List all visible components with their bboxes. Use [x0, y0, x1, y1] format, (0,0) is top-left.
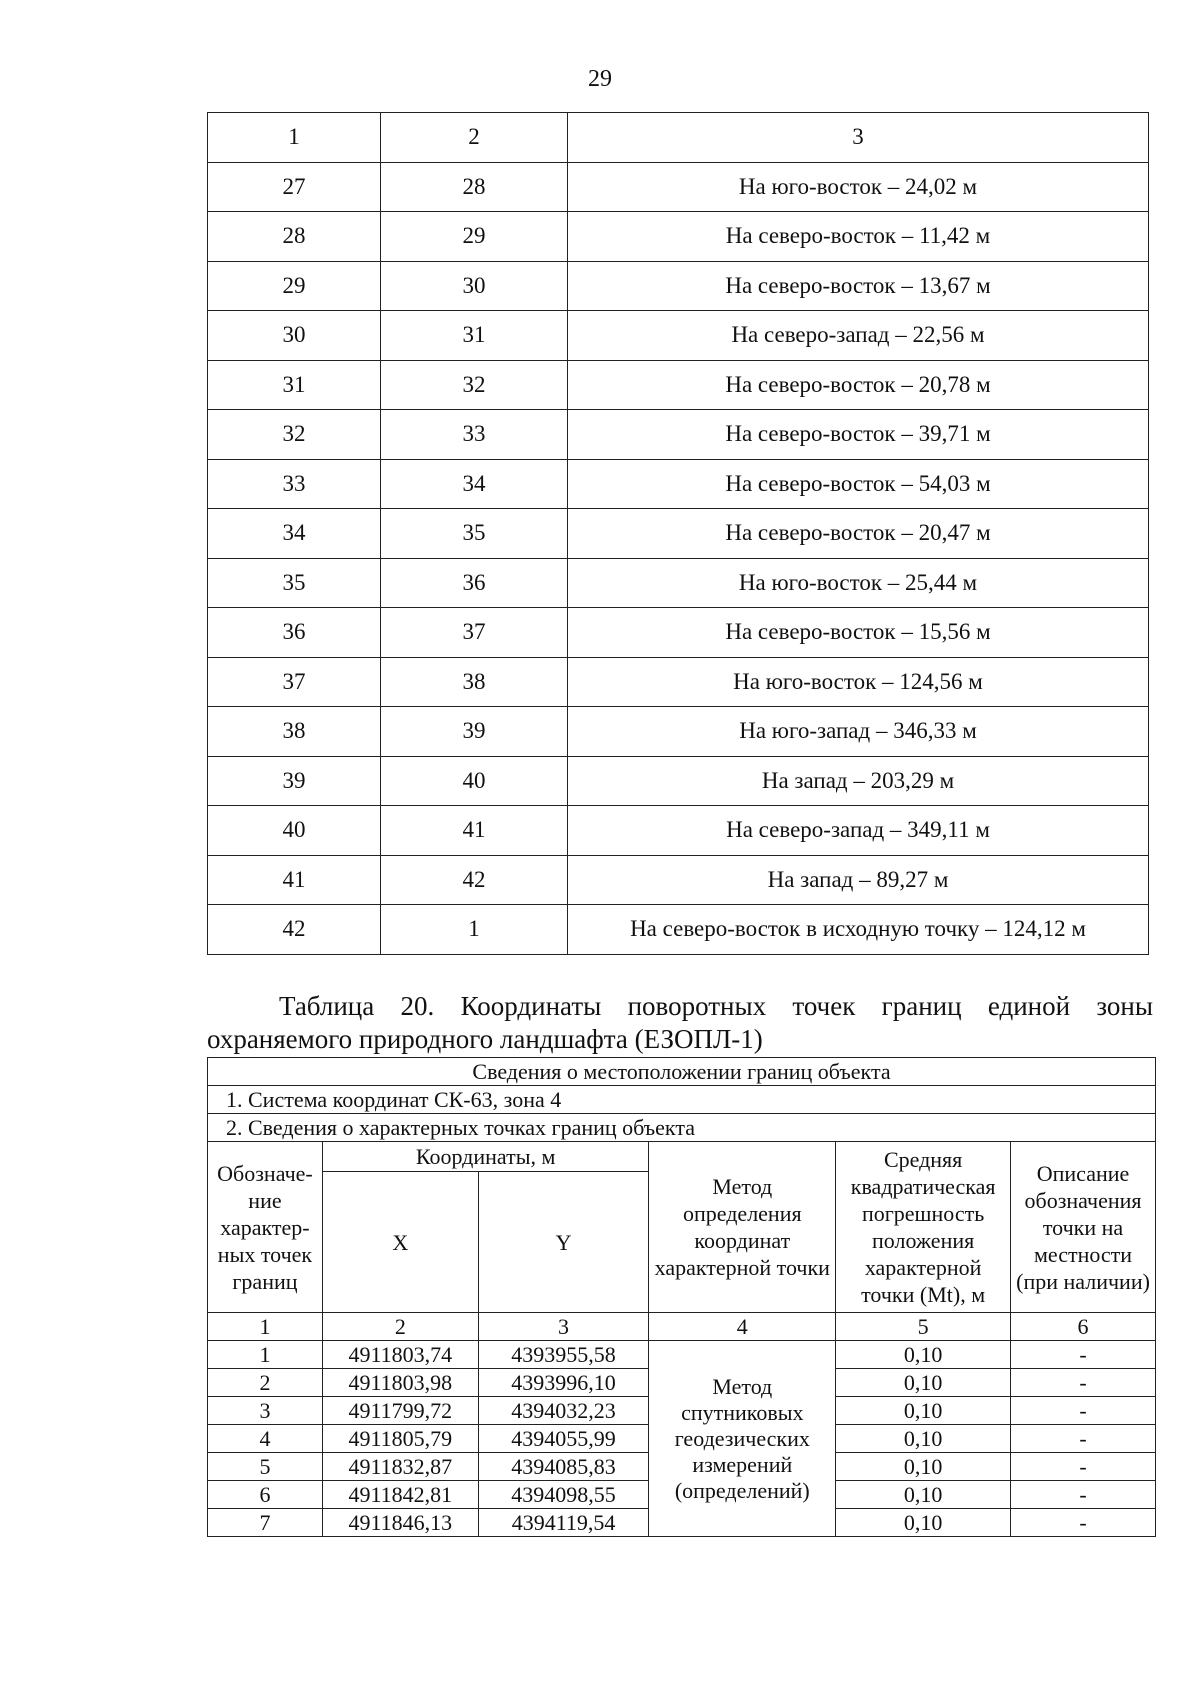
y-coordinate-cell: 4394032,23: [478, 1397, 649, 1425]
from-point-cell: 35: [208, 558, 381, 608]
coordinates-table: [207, 1057, 1156, 1537]
error-cell: 0,10: [836, 1509, 1011, 1537]
table-row: [208, 905, 1149, 955]
to-point-cell: 38: [381, 657, 568, 707]
direction-cell: На северо-запад – 22,56 м: [568, 311, 1149, 361]
direction-cell: На запад – 203,29 м: [568, 756, 1149, 806]
point-id-cell: 5: [208, 1453, 323, 1481]
direction-cell: На запад – 89,27 м: [568, 855, 1149, 905]
table-row: [208, 1341, 1156, 1369]
table-row: [208, 410, 1149, 460]
y-coordinate-cell: 4394085,83: [478, 1453, 649, 1481]
table-caption: [207, 990, 1153, 1056]
coordinate-system: 1. Система координат СК-63, зона 4: [208, 1086, 1156, 1114]
from-point-cell: 33: [208, 459, 381, 509]
direction-cell: На северо-запад – 349,11 м: [568, 806, 1149, 856]
header-description: Описание обозначения точки на местности (при наличии): [1011, 1142, 1156, 1313]
column-number: 4: [649, 1313, 836, 1341]
error-cell: 0,10: [836, 1369, 1011, 1397]
caption-line-1: Таблица 20. Координаты поворотных точек границ единой зоны: [279, 991, 1153, 1021]
point-id-cell: 7: [208, 1509, 323, 1537]
column-number: 3: [478, 1313, 649, 1341]
from-point-cell: 36: [208, 608, 381, 658]
direction-cell: На юго-восток – 124,56 м: [568, 657, 1149, 707]
table-row: [208, 855, 1149, 905]
to-point-cell: 2: [381, 113, 568, 163]
to-point-cell: 29: [381, 212, 568, 262]
to-point-cell: 40: [381, 756, 568, 806]
error-cell: 0,10: [836, 1481, 1011, 1509]
to-point-cell: 35: [381, 509, 568, 559]
from-point-cell: 39: [208, 756, 381, 806]
header-error: Средняя квадратическая погрешность положения характерной точки (Mt), м: [836, 1142, 1011, 1313]
error-cell: 0,10: [836, 1397, 1011, 1425]
point-id-cell: 1: [208, 1341, 323, 1369]
x-coordinate-cell: 4911805,79: [322, 1425, 478, 1453]
from-point-cell: 31: [208, 360, 381, 410]
point-id-cell: 3: [208, 1397, 323, 1425]
x-coordinate-cell: 4911846,13: [322, 1509, 478, 1537]
to-point-cell: 34: [381, 459, 568, 509]
table-row: [208, 212, 1149, 262]
y-coordinate-cell: 4394055,99: [478, 1425, 649, 1453]
direction-cell: На юго-запад – 346,33 м: [568, 707, 1149, 757]
to-point-cell: 39: [381, 707, 568, 757]
direction-cell: 3: [568, 113, 1149, 163]
table-row: [208, 311, 1149, 361]
y-coordinate-cell: 4394098,55: [478, 1481, 649, 1509]
table-row: [208, 608, 1149, 658]
from-point-cell: 29: [208, 261, 381, 311]
point-id-cell: 2: [208, 1369, 323, 1397]
points-section-heading: 2. Сведения о характерных точках границ объекта: [208, 1114, 1156, 1142]
header-row: [208, 113, 1149, 163]
from-point-cell: 38: [208, 707, 381, 757]
from-point-cell: 30: [208, 311, 381, 361]
table-row: [208, 657, 1149, 707]
to-point-cell: 36: [381, 558, 568, 608]
header-point-designation: Обозначе-ние характер-ных точек границ: [208, 1142, 323, 1313]
to-point-cell: 32: [381, 360, 568, 410]
from-point-cell: 40: [208, 806, 381, 856]
description-cell: -: [1011, 1397, 1156, 1425]
point-id-cell: 4: [208, 1425, 323, 1453]
y-coordinate-cell: 4393996,10: [478, 1369, 649, 1397]
method-cell: Метод спутниковых геодезических измерений (определений): [649, 1341, 836, 1537]
error-cell: 0,10: [836, 1341, 1011, 1369]
table-row: [208, 360, 1149, 410]
table-row: [208, 509, 1149, 559]
column-number: 6: [1011, 1313, 1156, 1341]
direction-cell: На северо-восток – 20,47 м: [568, 509, 1149, 559]
from-point-cell: 32: [208, 410, 381, 460]
direction-cell: На северо-восток – 20,78 м: [568, 360, 1149, 410]
column-number: 2: [322, 1313, 478, 1341]
error-cell: 0,10: [836, 1453, 1011, 1481]
to-point-cell: 33: [381, 410, 568, 460]
header-y: Y: [478, 1172, 649, 1313]
table-row: [208, 261, 1149, 311]
from-point-cell: 28: [208, 212, 381, 262]
to-point-cell: 42: [381, 855, 568, 905]
to-point-cell: 30: [381, 261, 568, 311]
description-cell: -: [1011, 1425, 1156, 1453]
caption-line-2: охраняемого природного ландшафта (ЕЗОПЛ-1): [207, 1024, 763, 1054]
table-row: [208, 459, 1149, 509]
x-coordinate-cell: 4911803,74: [322, 1341, 478, 1369]
page-number: 29: [588, 66, 612, 92]
from-point-cell: 1: [208, 113, 381, 163]
from-point-cell: 37: [208, 657, 381, 707]
to-point-cell: 28: [381, 162, 568, 212]
header-coordinates: Координаты, м: [322, 1142, 648, 1172]
direction-cell: На северо-восток в исходную точку – 124,12 м: [568, 905, 1149, 955]
from-point-cell: 42: [208, 905, 381, 955]
header-method: Метод определения координат характерной точки: [649, 1142, 836, 1313]
from-point-cell: 34: [208, 509, 381, 559]
header-x: X: [322, 1172, 478, 1313]
x-coordinate-cell: 4911832,87: [322, 1453, 478, 1481]
description-cell: -: [1011, 1481, 1156, 1509]
from-point-cell: 27: [208, 162, 381, 212]
x-coordinate-cell: 4911799,72: [322, 1397, 478, 1425]
error-cell: 0,10: [836, 1425, 1011, 1453]
y-coordinate-cell: 4393955,58: [478, 1341, 649, 1369]
description-cell: -: [1011, 1369, 1156, 1397]
direction-cell: На юго-восток – 25,44 м: [568, 558, 1149, 608]
table-row: [208, 707, 1149, 757]
table-title: Сведения о местоположении границ объекта: [208, 1058, 1156, 1086]
to-point-cell: 1: [381, 905, 568, 955]
y-coordinate-cell: 4394119,54: [478, 1509, 649, 1537]
x-coordinate-cell: 4911803,98: [322, 1369, 478, 1397]
column-number: 5: [836, 1313, 1011, 1341]
table-row: [208, 806, 1149, 856]
table-row: [208, 756, 1149, 806]
point-id-cell: 6: [208, 1481, 323, 1509]
table-row: [208, 558, 1149, 608]
direction-cell: На юго-восток – 24,02 м: [568, 162, 1149, 212]
to-point-cell: 31: [381, 311, 568, 361]
to-point-cell: 41: [381, 806, 568, 856]
direction-cell: На северо-восток – 13,67 м: [568, 261, 1149, 311]
column-number: 1: [208, 1313, 323, 1341]
x-coordinate-cell: 4911842,81: [322, 1481, 478, 1509]
direction-cell: На северо-восток – 11,42 м: [568, 212, 1149, 262]
table-row: [208, 162, 1149, 212]
to-point-cell: 37: [381, 608, 568, 658]
direction-cell: На северо-восток – 54,03 м: [568, 459, 1149, 509]
description-cell: -: [1011, 1453, 1156, 1481]
from-point-cell: 41: [208, 855, 381, 905]
direction-cell: На северо-восток – 39,71 м: [568, 410, 1149, 460]
description-cell: -: [1011, 1509, 1156, 1537]
direction-cell: На северо-восток – 15,56 м: [568, 608, 1149, 658]
boundary-segments-table: [207, 112, 1149, 955]
description-cell: -: [1011, 1341, 1156, 1369]
